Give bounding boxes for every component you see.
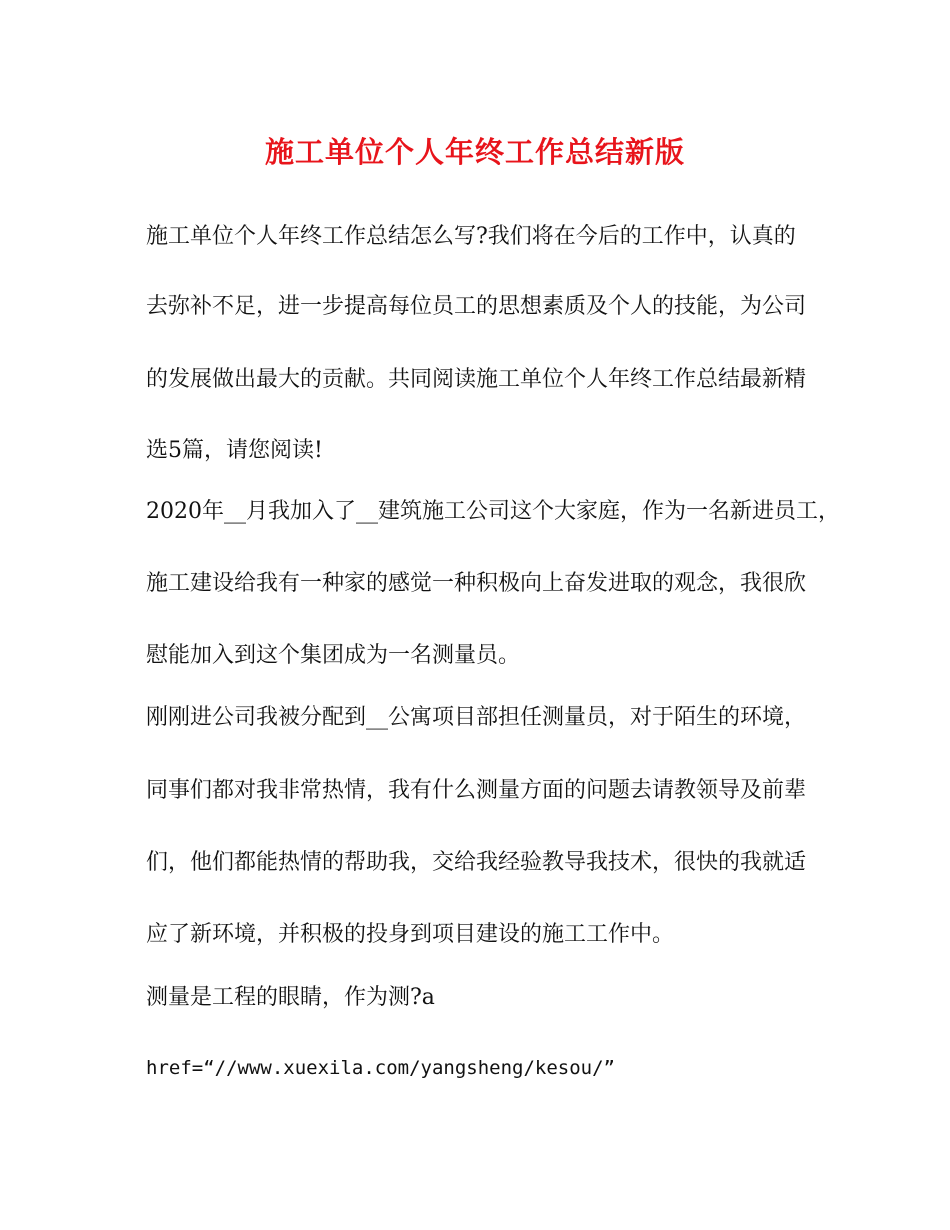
body-line-1: 施工单位个人年终工作总结怎么写?我们将在今后的工作中，认真的 <box>146 224 796 249</box>
body-line-6: 施工建设给我有一种家的感觉一种积极向上奋发进取的观念，我很欣 <box>146 571 807 596</box>
body-line-11: 应了新环境，并积极的投身到项目建设的施工工作中。 <box>146 922 675 947</box>
document-title: 施工单位个人年终工作总结新版 <box>264 135 685 169</box>
body-line-13: href=“//www.xuexila.com/yangsheng/kesou/” <box>146 1057 615 1079</box>
body-line-12: 测量是工程的眼睛，作为测?a <box>146 985 435 1010</box>
body-line-3: 的发展做出最大的贡献。共同阅读施工单位个人年终工作总结最新精 <box>146 367 807 392</box>
body-line-4: 选5篇，请您阅读! <box>146 438 323 463</box>
body-line-10: 们，他们都能热情的帮助我，交给我经验教导我技术，很快的我就适 <box>146 850 807 875</box>
body-line-9: 同事们都对我非常热情，我有什么测量方面的问题去请教领导及前辈 <box>146 778 807 803</box>
body-line-2: 去弥补不足，进一步提高每位员工的思想素质及个人的技能，为公司 <box>146 294 807 319</box>
body-line-8: 刚刚进公司我被分配到__公寓项目部担任测量员，对于陌生的环境， <box>146 705 807 730</box>
body-line-5: 2020年__月我加入了__建筑施工公司这个大家庭，作为一名新进员工， <box>146 499 840 524</box>
body-line-7: 慰能加入到这个集团成为一名测量员。 <box>146 643 521 668</box>
